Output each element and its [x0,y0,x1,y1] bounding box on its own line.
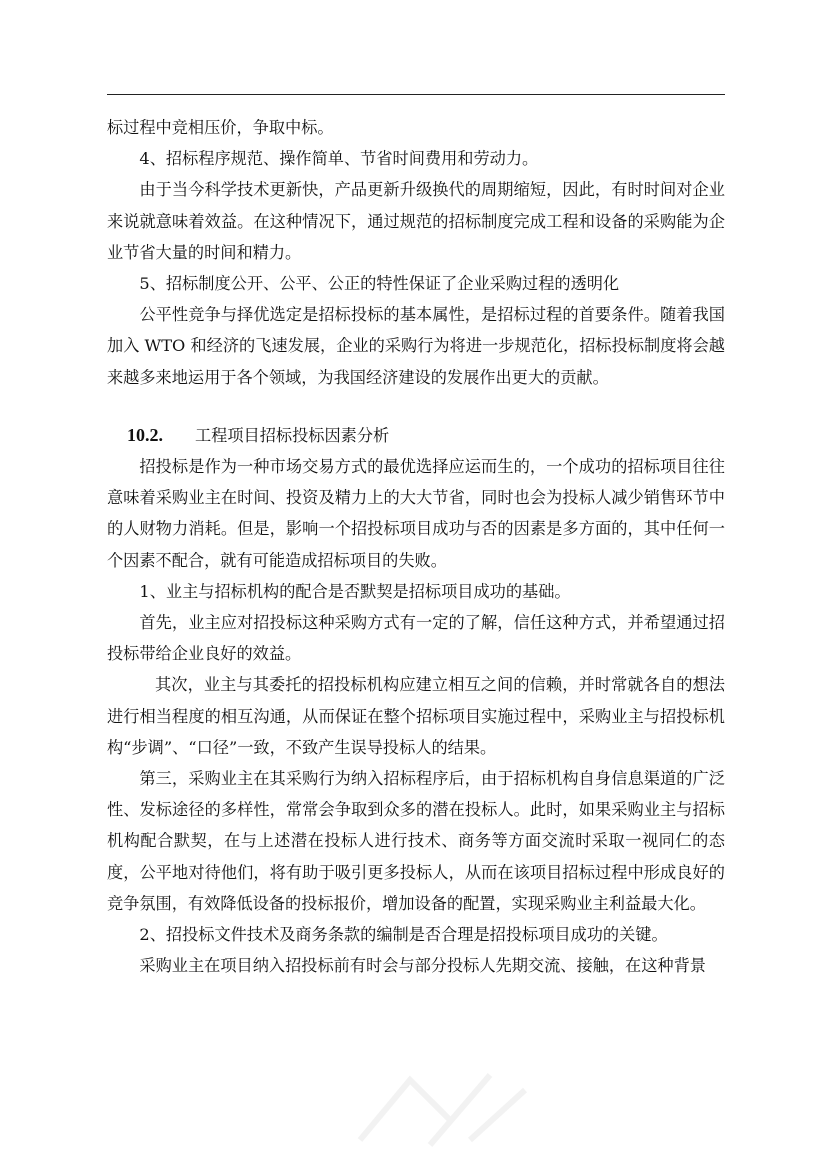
point-4-title: 4、招标程序规范、操作简单、节省时间费用和劳动力。 [139,149,539,169]
section-intro: 招投标是作为一种市场交易方式的最优选择应运而生的，一个成功的招标项目往往意味着采购业主在时间、投资及精力上的大大节省，同时也会为投标人减少销售环节中的人财物力消耗。但是，影响一个招投标项目成功与否的因素是多方面的，其中任何一个因素不配合，就有可能造成招标项目的失败。 [107,457,725,570]
watermark-logo [340,1050,540,1160]
factor-1-paragraph-2: 其次，业主与其委托的招投标机构应建立相互之间的信赖，并时常就各自的想法进行相当程度的相互沟通，从而保证在整个招标项目实施过程中，采购业主与招投标机构“步调”、“口径”一致，不致产生误导投标人的结果。 [107,675,725,757]
point-5-title: 5、招标制度公开、公平、公正的特性保证了企业采购过程的透明化 [139,274,620,294]
point-5-body: 公平性竞争与择优选定是招标投标的基本属性，是招标过程的首要条件。随着我国加入 WTO 和经济的飞速发展，企业的采购行为将进一步规范化，招标投标制度将会越来越多来地运用于各个领域，为我国经济建设的发展作出更大的贡献。 [107,305,725,387]
factor-1-paragraph-1: 首先，业主应对招投标这种采购方式有一定的了解，信任这种方式，并希望通过招投标带给企业良好的效益。 [107,613,725,664]
section-number: 10.2. [127,424,163,445]
factor-1-title: 1、业主与招标机构的配合是否默契是招标项目成功的基础。 [139,581,571,601]
document-body [107,112,725,981]
section-title: 工程项目招标投标因素分析 [195,425,390,445]
header-rule [107,94,725,95]
factor-1-paragraph-3: 第三，采购业主在其采购行为纳入招标程序后，由于招标机构自身信息渠道的广泛性、发标途径的多样性，常常会争取到众多的潜在投标人。此时，如果采购业主与招标机构配合默契，在与上述潜在投标人进行技术、商务等方面交流时采取一视同仁的态度，公平地对待他们，将有助于吸引更多投标人，从而在该项目招标过程中形成良好的竞争氛围，有效降低设备的投标报价，增加设备的配置，实现采购业主利益最大化。 [107,769,725,913]
factor-2-title: 2、招投标文件技术及商务条款的编制是否合理是招投标项目成功的关键。 [139,925,668,945]
section-heading [107,420,725,451]
paragraph-intro-tail: 标过程中竞相压价，争取中标。 [107,118,334,137]
point-4-body: 由于当今科学技术更新快，产品更新升级换代的周期缩短，因此，有时时间对企业来说就意味着效益。在这种情况下，通过规范的招标制度完成工程和设备的采购能为企业节省大量的时间和精力。 [107,180,725,262]
factor-2-paragraph-1: 采购业主在项目纳入招投标前有时会与部分投标人先期交流、接触，在这种背景 [139,956,706,976]
